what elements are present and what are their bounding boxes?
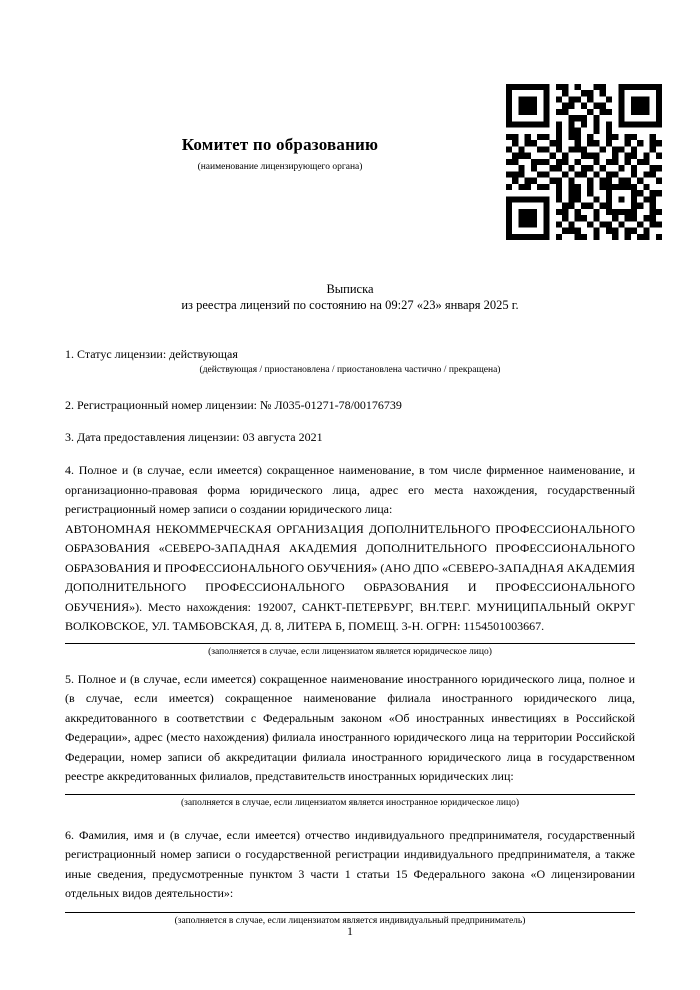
document-title-line2: из реестра лицензий по состоянию на 09:27 «23» января 2025 г. bbox=[181, 298, 519, 312]
document-body bbox=[0, 281, 700, 927]
item-3-grant-date: 3. Дата предоставления лицензии: 03 августа 2021 bbox=[65, 430, 323, 444]
item-6-individual-entrepreneur: 6. Фамилия, имя и (в случае, если имеется) отчество индивидуального предпринимателя, государственный регистрационный номер записи о государственной регистрации индивидуального предпринимателя, а также иные сведения, предусмотренные пунктом 3 части 1 статьи 15 Федерального закона «О лицензировании отдельных видов деятельности»: bbox=[65, 827, 635, 900]
item-2-registration-number: 2. Регистрационный номер лицензии: № Л035-01271-78/00176739 bbox=[65, 398, 402, 412]
qr-code-icon bbox=[506, 84, 662, 240]
licensing-authority-name: Комитет по образованию bbox=[181, 135, 379, 154]
item-4-legal-entity-details: АВТОНОМНАЯ НЕКОММЕРЧЕСКАЯ ОРГАНИЗАЦИЯ ДОПОЛНИТЕЛЬНОГО ПРОФЕССИОНАЛЬНОГО ОБРАЗОВАНИЯ «СЕВЕРО-ЗАПАДНАЯ АКАДЕМИЯ ДОПОЛНИТЕЛЬНОГО ПРОФЕССИОНАЛЬНОГО ОБРАЗОВАНИЯ И ПРОФЕССИОНАЛЬНОГО ОБУЧЕНИЯ» (АНО ДПО «СЕВЕРО-ЗАПАДНАЯ АКАДЕМИЯ ДОПОЛНИТЕЛЬНОГО ПРОФЕССИОНАЛЬНОГО ОБРАЗОВАНИЯ И ПРОФЕССИОНАЛЬНОГО ОБУЧЕНИЯ»). Место нахождения: 192007, САНКТ-ПЕТЕРБУРГ, ВН.ТЕР.Г. МУНИЦИПАЛЬНЫЙ ОКРУГ ВОЛКОВСКОЕ, УЛ. ТАМБОВСКАЯ, Д. 8, ЛИТЕРА Б, ПОМЕЩ. 3-Н. ОГРН: 1154501003667. bbox=[65, 521, 635, 633]
item-5-foreign-entity-caption: (заполняется в случае, если лицензиатом является иностранное юридическое лицо) bbox=[181, 797, 519, 808]
item-4-legal-entity-caption: (заполняется в случае, если лицензиатом является юридическое лицо) bbox=[208, 646, 492, 657]
divider-individual-entrepreneur bbox=[65, 912, 635, 913]
licensing-authority-header bbox=[60, 0, 500, 173]
item-5-foreign-entity: 5. Полное и (в случае, если имеется) сокращенное наименование иностранного юридического лица, полное и (в случае, если имеется) сокращенное наименование филиала иностранного юридического лица, аккредитованного в соответствии с Федеральным законом «Об иностранных инвестициях в Российской Федерации», адрес (место нахождения) филиала иностранного юридического лица на территории Российской Федерации, номер записи об аккредитации филиала иностранного юридического лица в государственном реестре аккредитованных филиалов, представительств иностранных юридических лиц: bbox=[65, 671, 635, 783]
divider-foreign-entity bbox=[65, 794, 635, 795]
item-6-individual-entrepreneur-caption: (заполняется в случае, если лицензиатом является индивидуальный предприниматель) bbox=[174, 915, 526, 926]
document-title-line1: Выписка bbox=[326, 282, 374, 296]
licensing-authority-caption: (наименование лицензирующего органа) bbox=[197, 162, 363, 172]
page-number: 1 bbox=[347, 926, 353, 938]
item-1-status-options-caption: (действующая / приостановлена / приостановлена частично / прекращена) bbox=[199, 365, 501, 375]
item-1-license-status: 1. Статус лицензии: действующая bbox=[65, 347, 238, 361]
divider-legal-entity bbox=[65, 643, 635, 644]
item-4-legal-entity-intro: 4. Полное и (в случае, если имеется) сокращенное наименование, в том числе фирменное наименование, и организационно-правовая форма юридического лица, адрес его места нахождения, государственный регистрационный номер записи о создании юридического лица: bbox=[65, 463, 635, 516]
document-title bbox=[65, 281, 635, 313]
